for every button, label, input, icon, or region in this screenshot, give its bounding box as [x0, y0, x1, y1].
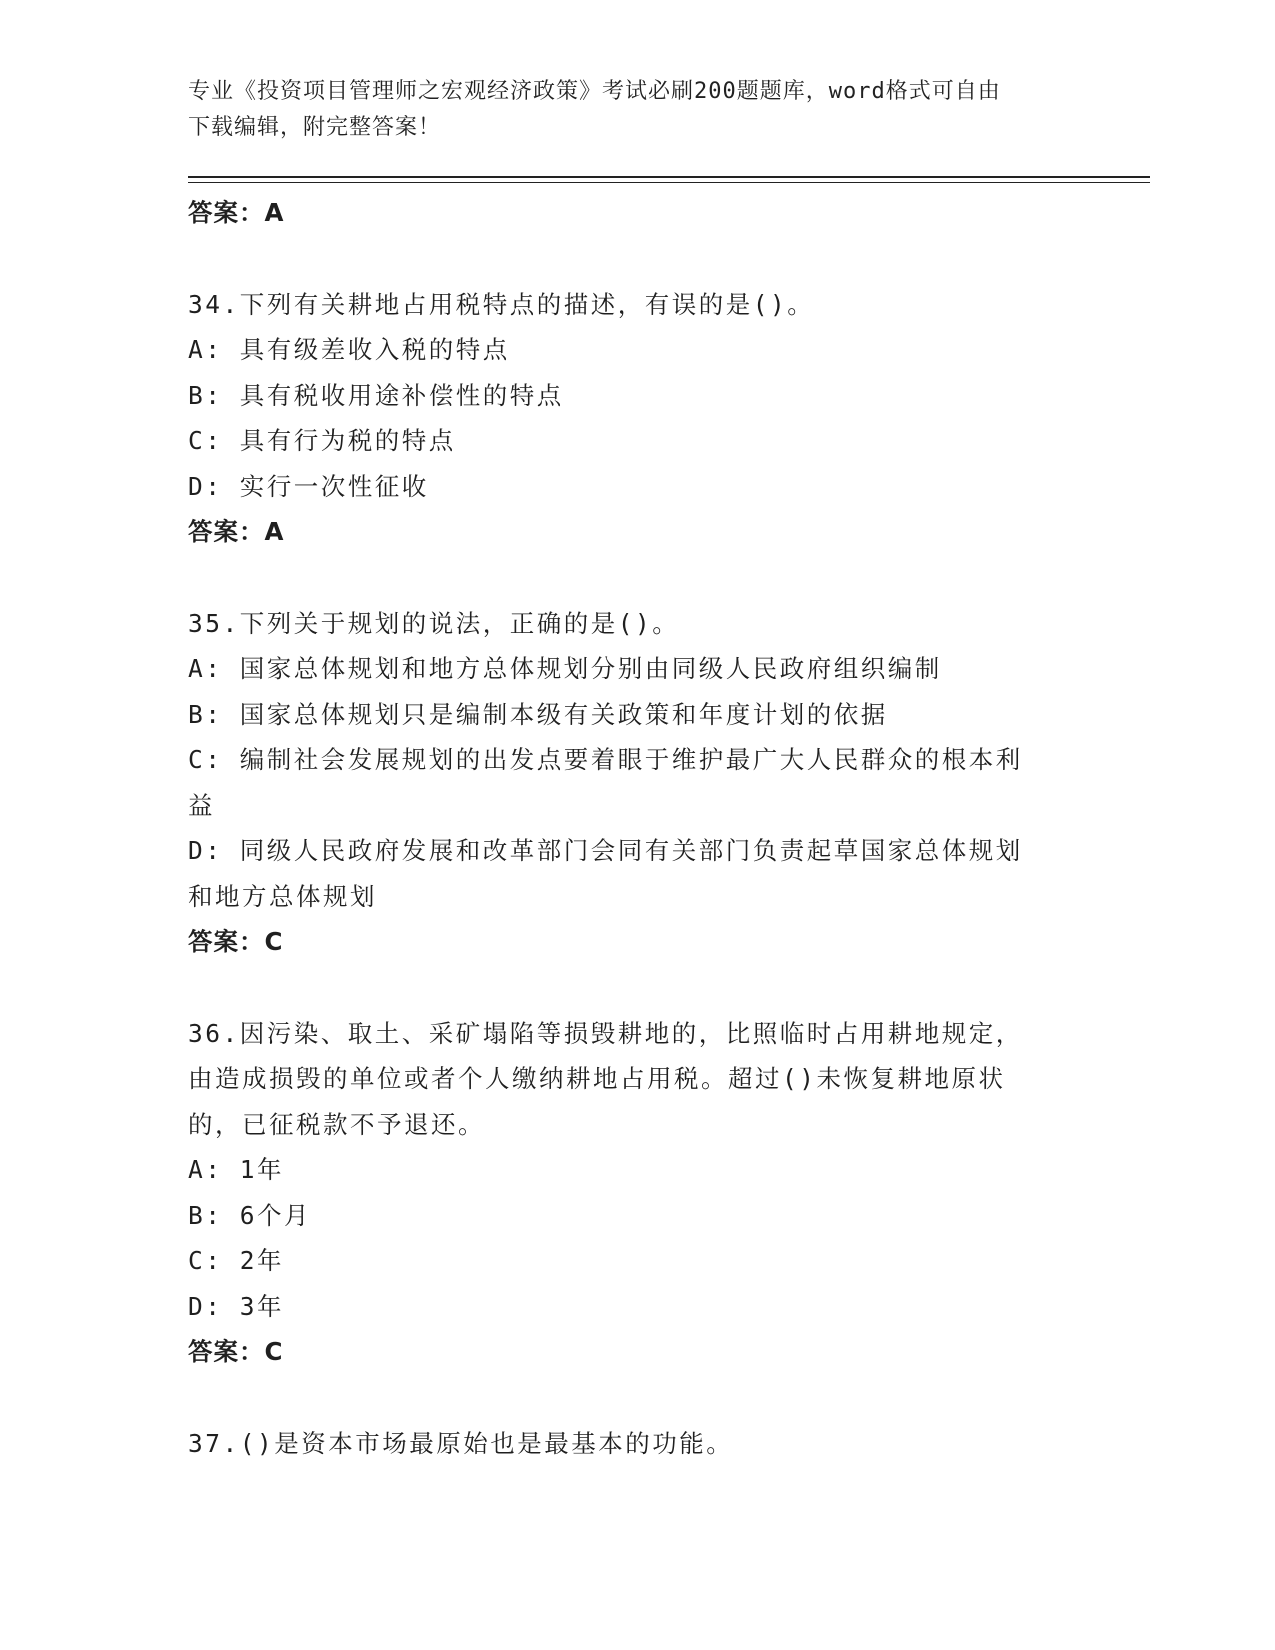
option-d: D: 实行一次性征收 [188, 471, 429, 501]
answer: 答案：C [188, 1337, 284, 1366]
option-d: D: 同级人民政府发展和改革部门会同有关部门负责起草国家总体规划 [188, 836, 1023, 865]
option-c-continued: 益 [188, 790, 215, 820]
spacer [188, 236, 1088, 282]
header-rule-thin [188, 182, 1150, 183]
question-stem-continued: 的，已征税款不予退还。 [188, 1109, 485, 1139]
page-header [188, 74, 1068, 146]
answer: 答案：C [188, 927, 284, 956]
option-c: C: 编制社会发展规划的出发点要着眼于维护最广大人民群众的根本利 [188, 745, 1023, 774]
question-stem: 37.()是资本市场最原始也是最基本的功能。 [188, 1428, 734, 1458]
header-title-line-1: 专业《投资项目管理师之宏观经济政策》考试必刷200题题库，word格式可自由 [188, 79, 1001, 104]
answer: 答案：A [188, 517, 285, 546]
option-c: C: 2年 [188, 1246, 285, 1275]
option-b: B: 国家总体规划只是编制本级有关政策和年度计划的依据 [188, 699, 888, 729]
question-34 [188, 282, 1088, 555]
option-b: B: 具有税收用途补偿性的特点 [188, 380, 564, 410]
option-a: A: 具有级差收入税的特点 [188, 335, 510, 364]
question-stem: 35.下列关于规划的说法，正确的是()。 [188, 608, 680, 638]
spacer [188, 1375, 1088, 1421]
question-stem: 34.下列有关耕地占用税特点的描述，有误的是()。 [188, 289, 815, 319]
option-b: B: 6个月 [188, 1200, 312, 1230]
option-d-continued: 和地方总体规划 [188, 881, 377, 911]
option-a: A: 国家总体规划和地方总体规划分别由同级人民政府组织编制 [188, 654, 942, 683]
header-rule-thick [188, 176, 1150, 178]
question-content [188, 190, 1088, 1466]
option-c: C: 具有行为税的特点 [188, 426, 456, 455]
header-title-line-2: 下载编辑，附完整答案！ [188, 115, 442, 140]
question-35 [188, 601, 1088, 965]
spacer [188, 555, 1088, 601]
option-a: A: 1年 [188, 1155, 285, 1184]
option-d: D: 3年 [188, 1291, 285, 1321]
previous-answer: 答案：A [188, 198, 285, 227]
question-36 [188, 1011, 1088, 1375]
question-stem: 36.因污染、取土、采矿塌陷等损毁耕地的，比照临时占用耕地规定， [188, 1018, 1023, 1048]
question-stem-continued: 由造成损毁的单位或者个人缴纳耕地占用税。超过()未恢复耕地原状 [188, 1064, 1006, 1093]
spacer [188, 965, 1088, 1011]
question-37 [188, 1421, 1088, 1467]
